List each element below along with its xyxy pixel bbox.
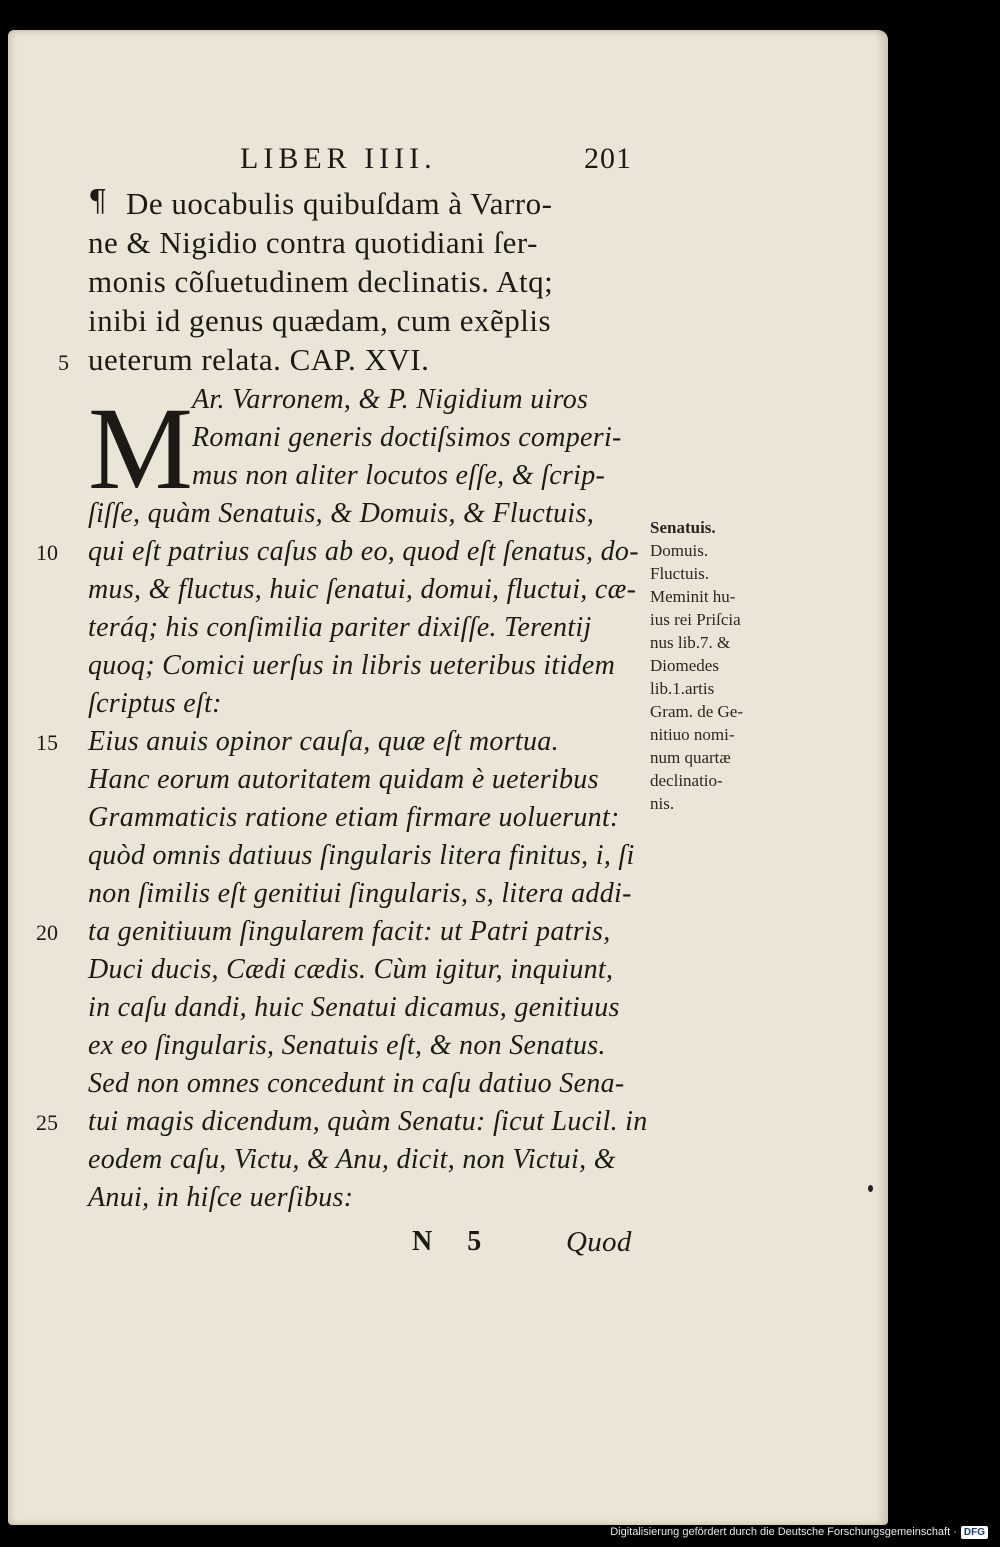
credit-text: Digitalisierung gefördert durch die Deutsche Forschungsgemeinschaft ·: [610, 1526, 957, 1538]
margin-note: Domuis.: [650, 541, 709, 560]
body-line: mus, & fluctus, huic ſenatui, domui, fluctui, cæ-: [88, 574, 637, 605]
drop-cap: M: [88, 383, 193, 514]
line-number: 20: [36, 920, 58, 945]
body-line: non ſimilis eſt genitiui ſingularis, s, litera addi-: [88, 878, 632, 909]
margin-note: nitiuo nomi-: [650, 725, 735, 744]
body-line: Ar. Varronem, & P. Nigidium uiros: [192, 384, 589, 415]
margin-note: Meminit hu-: [650, 587, 736, 606]
ink-spot: [868, 1185, 873, 1192]
body-line: Eius anuis opinor cauſa, quæ eſt mortua.: [88, 726, 559, 757]
title-line: De uocabulis quibuſdam à Varro-: [126, 186, 553, 221]
catchword: Quod: [566, 1226, 632, 1258]
body-line: quoq; Comici uerſus in libris ueteribus itidem: [88, 650, 616, 681]
body-line: teráq; his conſimilia pariter dixiſſe. Terentij: [88, 612, 592, 643]
margin-note: declinatio-: [650, 771, 723, 790]
page-number: 201: [584, 142, 632, 175]
margin-note: nis.: [650, 794, 675, 813]
line-number: 5: [58, 350, 69, 375]
margin-note: Diomedes: [650, 656, 719, 675]
body-line: Duci ducis, Cædi cædis. Cùm igitur, inquiunt,: [88, 954, 614, 985]
title-line: monis cõſuetudinem declinatis. Atq;: [88, 264, 554, 299]
margin-note: Gram. de Ge-: [650, 702, 743, 721]
body-line: ſiſſe, quàm Senatuis, & Domuis, & Fluctuis,: [88, 498, 594, 529]
body-line: qui eſt patrius caſus ab eo, quod eſt ſenatus, do-: [88, 536, 639, 567]
body-line: mus non aliter locutos eſſe, & ſcrip-: [192, 460, 606, 491]
book-page: [8, 30, 888, 1525]
line-number: 25: [36, 1110, 58, 1135]
pilcrow-icon: ¶: [88, 184, 108, 219]
margin-note: lib.1.artis: [650, 679, 715, 698]
body-line: Grammaticis ratione etiam firmare uoluerunt:: [88, 802, 620, 833]
running-title: LIBER IIII.: [240, 142, 437, 175]
digitization-credit: [610, 1526, 988, 1539]
title-line: inibi id genus quædam, cum exẽplis: [88, 303, 552, 338]
body-line: tui magis dicendum, quàm Senatu: ſicut Lucil. in: [88, 1106, 648, 1137]
body-line: quòd omnis datiuus ſingularis litera finitus, i, ſi: [88, 840, 635, 871]
signature-mark: N 5: [412, 1226, 496, 1257]
body-line: ta genitiuum ſingularem facit: ut Patri patris,: [88, 916, 611, 947]
line-number: 10: [36, 540, 58, 565]
title-line: ne & Nigidio contra quotidiani ſer-: [88, 225, 538, 260]
body-line: Anui, in hiſce uerſibus:: [88, 1182, 354, 1213]
margin-note: ius rei Priſcia: [650, 610, 741, 629]
line-number: 15: [36, 730, 58, 755]
margin-note: num quartæ: [650, 748, 731, 767]
body-line: ex eo ſingularis, Senatuis eſt, & non Senatus.: [88, 1030, 606, 1061]
margin-note: nus lib.7. &: [650, 633, 731, 652]
body-line: Hanc eorum autoritatem quidam è ueteribus: [88, 764, 599, 795]
body-line: in caſu dandi, huic Senatui dicamus, genitiuus: [88, 992, 620, 1023]
margin-note: Senatuis.: [650, 518, 716, 537]
body-line: Romani generis doctiſsimos comperi-: [192, 422, 622, 453]
dfg-logo-icon: DFG: [961, 1526, 988, 1539]
body-line: Sed non omnes concedunt in caſu datiuo Sena-: [88, 1068, 625, 1099]
body-line: ſcriptus eſt:: [88, 688, 222, 719]
margin-note: Fluctuis.: [650, 564, 710, 583]
title-line: ueterum relata. CAP. XVI.: [88, 342, 430, 377]
body-line: eodem caſu, Victu, & Anu, dicit, non Victui, &: [88, 1144, 616, 1175]
